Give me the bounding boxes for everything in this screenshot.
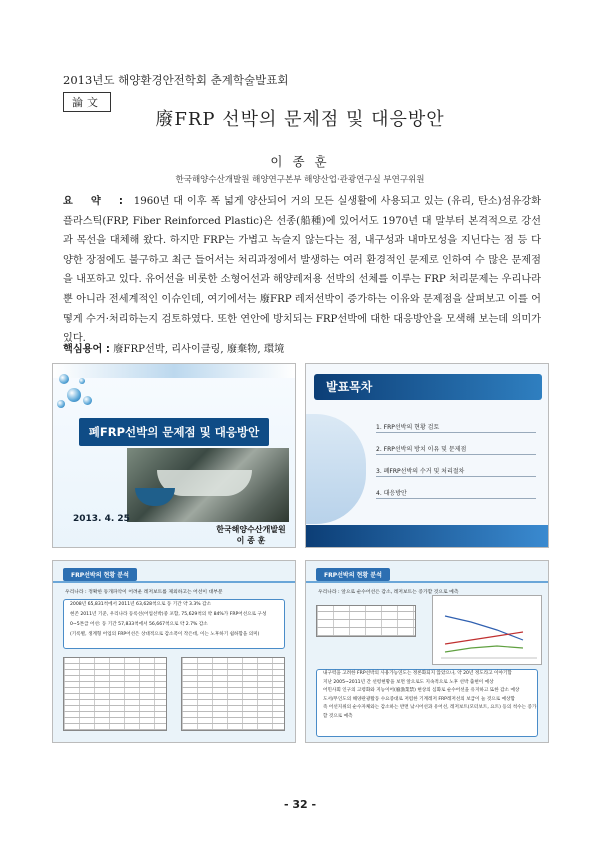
slide-org: 한국해양수산개발원 — [216, 525, 286, 534]
data-table — [181, 657, 285, 731]
data-table — [63, 657, 167, 731]
author-name: 이 종 훈 — [270, 154, 330, 169]
wave-decoration — [306, 414, 366, 524]
paper-title: 廢FRP 선박의 문제점 및 대응방안 — [155, 109, 445, 130]
line-chart-thumbnail — [432, 595, 542, 665]
bullet: 어민사회 인구의 고령화와 지능이어(廢漁業禁) 현상의 심화로 순수어선을 유지하고 또한 감소 예상 — [323, 688, 520, 693]
slide-top-band — [53, 364, 295, 378]
keywords-label: 핵심용어 : — [63, 344, 110, 355]
page-number: - 32 - — [283, 798, 317, 811]
agenda-item: 4. 대응방안 — [376, 488, 536, 499]
slide-heading: FRP선박의 현황 분석 — [316, 568, 390, 581]
chart-lines — [433, 596, 543, 666]
slide-heading: FRP선박의 현황 분석 — [63, 568, 137, 581]
heading-rule — [53, 581, 295, 583]
keywords-text: 廢FRP선박, 리사이클링, 廢棄物, 環境 — [113, 344, 285, 355]
abstract — [63, 192, 541, 349]
slide-title-banner: 폐FRP선박의 문제점 및 대응방안 — [79, 418, 269, 446]
bullet: 0~5톤급 어선: 동 기간 57,833척에서 56,667척으로 약 2.7% 감소 — [70, 622, 208, 627]
agenda-item: 1. FRP선박의 현황 검토 — [376, 422, 536, 433]
abstract-label: 요 약 : — [63, 196, 130, 207]
bullet: 지난 2005~2011년 간 선령현황을 보면 앞으로도 지속적으로 노후 선박 출현이 예상 — [323, 679, 494, 685]
bullet: 현존 2011년 기준, 우리나라 등록선(어업선박)중 포함, 75,629척의 약 84%가 FRP어선으로 구성 — [70, 612, 267, 617]
slide-date: 2013. 4. 25 — [73, 514, 130, 524]
slide-presenter — [211, 524, 291, 546]
conference-line: 2013년도 해양환경안전학회 춘계학술발표회 — [63, 73, 289, 87]
keywords — [63, 340, 284, 355]
article-type-tag: 論文 — [63, 92, 111, 112]
bullet: 내구력을 고려한 FRP선박의 사용가능연도는 정론화되지 않았으나, 약 20년 정도라고 이야기함 — [323, 671, 512, 676]
author-affiliation: 한국해양수산개발원 해양연구본부 해양산업·관광연구실 부연구위원 — [175, 175, 425, 185]
bullet: 도서/무인도의 해양관광활동 수요증대로 저렴한 기계레저 FRP레저선의 보급이 늘 것으로 예상함 — [323, 696, 515, 702]
heading-rule — [306, 581, 548, 583]
abstract-text: 1960년 대 이후 폭 넓게 양산되어 거의 모든 실생활에 사용되고 있는 (유리, 탄소)섬유강화플라스틱(FRP, Fiber Reinforced Plastic)은 선종(船種)에 있어서도 1970년 대 말부터 본격적으로 강선 과 목선을 대체해 왔다. 하지만 FRP는 가볍고 녹슬지 않는다는 점, 내구성과 내마모성을 지닌다는 점 등 다양한 장점에도 불구하고 최근 들어서는 처리과정에서 발생하는 여러 환경적인 문제로 인하여 수 많은 문제점을 내포하고 있다. 유어선을 비롯한 소형어선과 해양레저용 선박의 선체를 이루는 FRP 처리문제는 우리나라 뿐 아니라 전세계적인 이슈인데, 여기에서는 廢FRP 레저선박이 증가하는 이유와 문제점을 살펴보고 이를 어떻게 수거·처리하는지 검토하였다. 또한 연안에 방치되는 FRP선박에 대한 대응방안을 모색해 보는데 의미가 있다. — [63, 196, 541, 345]
agenda-heading: 발표목차 — [314, 374, 542, 400]
agenda-item: 3. 폐FRP선박의 수거 및 처리절차 — [376, 466, 536, 477]
slide-agenda — [305, 363, 549, 548]
slide-status-analysis-1 — [52, 560, 296, 743]
slide-bottom-band — [306, 525, 548, 547]
bullet: 2008년 65,831척에서 2011년 63,628척으로 동 기간 약 3.3% 감소 — [70, 602, 212, 607]
slide-author: 이 종 훈 — [236, 536, 266, 545]
data-table — [316, 605, 416, 637]
slide-status-analysis-2 — [305, 560, 549, 743]
abandoned-boats-photo — [127, 448, 289, 522]
bullet: (기록별, 생계형 어업의 FRP어선은 상대적으로 감소폭이 작은데, 이는 노후하기 쉽하함을 의미) — [70, 632, 260, 637]
slide-title — [52, 363, 296, 548]
bullet-box — [63, 599, 285, 649]
bullet-box — [316, 669, 538, 737]
slide-subtitle: 우리나라 : 앞으로 순수어선은 감소, 레저보트는 증가할 것으로 예측 — [318, 590, 459, 595]
slide-subtitle: 우리나라 : 정확한 동개파악이 어려운 레저보트를 제외하고는 어선이 대부분 — [65, 590, 223, 595]
bullet: 즉 어선지위의 순수자체와는 감소하는 반면 낚시어선과 유어선, 레저보트(모터보트, 요트) 등의 척수는 증가할 것으로 예측 — [323, 705, 537, 719]
agenda-item: 2. FRP선박의 방치 이유 및 문제점 — [376, 444, 536, 455]
